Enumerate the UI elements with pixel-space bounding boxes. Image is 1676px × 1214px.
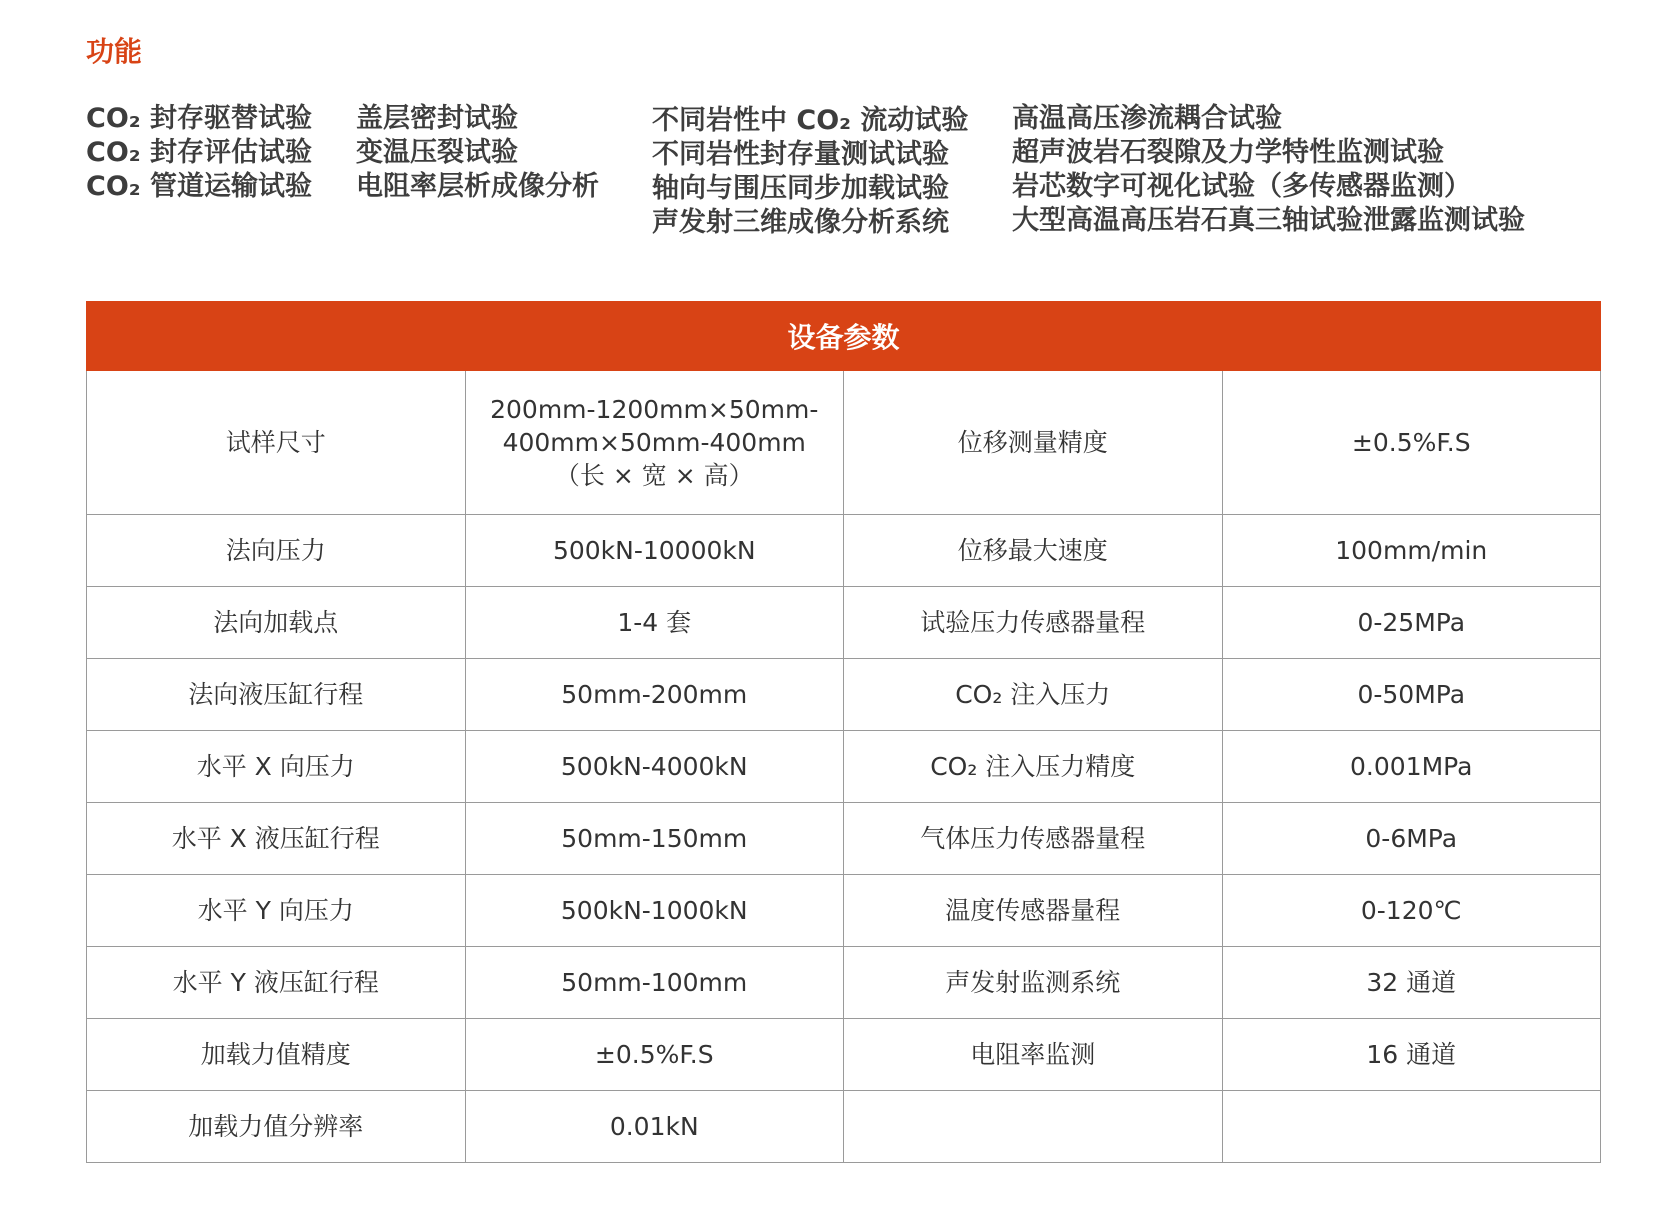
param-value: 50mm-200mm [465,659,844,731]
feature-item: CO₂ 管道运输试验 [86,171,312,202]
feature-item: 声发射三维成像分析系统 [652,207,949,238]
param-name: 温度传感器量程 [844,875,1223,947]
param-value: 100mm/min [1222,515,1601,587]
param-value: 50mm-100mm [465,947,844,1019]
feature-item: 不同岩性封存量测试试验 [652,139,949,170]
param-name: 水平 X 液压缸行程 [87,803,466,875]
feature-item: 盖层密封试验 [356,103,518,134]
params-body [87,371,1601,1163]
feature-item: 高温高压渗流耦合试验 [1012,103,1282,134]
feature-item: 轴向与围压同步加载试验 [652,173,949,204]
param-name: 水平 Y 液压缸行程 [87,947,466,1019]
feature-column [86,102,356,252]
param-value: 32 通道 [1222,947,1601,1019]
param-name: CO₂ 注入压力 [844,659,1223,731]
param-name [844,1091,1223,1163]
table-row [87,803,1601,875]
table-row [87,947,1601,1019]
feature-item: 大型高温高压岩石真三轴试验泄露监测试验 [1012,205,1525,236]
param-value: 200mm-1200mm×50mm- 400mm×50mm-400mm （长 × 宽 × 高） [465,371,844,515]
param-value: 500kN-4000kN [465,731,844,803]
param-value: 0-6MPa [1222,803,1601,875]
param-name: 试样尺寸 [87,371,466,515]
param-name: 法向液压缸行程 [87,659,466,731]
feature-item: 岩芯数字可视化试验（多传感器监测） [1012,171,1471,202]
param-name: 电阻率监测 [844,1019,1223,1091]
feature-item: CO₂ 封存驱替试验 [86,103,312,134]
feature-list [86,102,1606,252]
feature-item: 超声波岩石裂隙及力学特性监测试验 [1012,137,1444,168]
table-row [87,371,1601,515]
param-name: 水平 X 向压力 [87,731,466,803]
feature-column [1012,102,1572,252]
table-row [87,659,1601,731]
param-value: 1-4 套 [465,587,844,659]
param-name: 位移最大速度 [844,515,1223,587]
param-name: CO₂ 注入压力精度 [844,731,1223,803]
param-value [1222,1091,1601,1163]
param-name: 法向压力 [87,515,466,587]
param-value: 0.01kN [465,1091,844,1163]
param-name: 加载力值精度 [87,1019,466,1091]
param-name: 加载力值分辨率 [87,1091,466,1163]
table-row [87,1091,1601,1163]
feature-item: 电阻率层析成像分析 [356,171,599,202]
param-value: 0-50MPa [1222,659,1601,731]
param-value: 500kN-1000kN [465,875,844,947]
feature-column [356,102,652,252]
params-table [86,301,1601,1163]
param-value: ±0.5%F.S [465,1019,844,1091]
param-name: 气体压力传感器量程 [844,803,1223,875]
param-value: 50mm-150mm [465,803,844,875]
param-value: ±0.5%F.S [1222,371,1601,515]
param-name: 试验压力传感器量程 [844,587,1223,659]
param-value: 0-25MPa [1222,587,1601,659]
param-name: 法向加载点 [87,587,466,659]
feature-column [652,102,1012,252]
param-name: 声发射监测系统 [844,947,1223,1019]
table-row [87,731,1601,803]
table-row [87,1019,1601,1091]
feature-item: 不同岩性中 CO₂ 流动试验 [652,105,969,136]
table-row [87,875,1601,947]
param-name: 水平 Y 向压力 [87,875,466,947]
feature-item: CO₂ 封存评估试验 [86,137,312,168]
table-row [87,587,1601,659]
section-title: 功能 [86,35,143,68]
param-value: 0.001MPa [1222,731,1601,803]
table-header-row [87,302,1601,371]
param-value: 500kN-10000kN [465,515,844,587]
table-row [87,515,1601,587]
param-name: 位移测量精度 [844,371,1223,515]
param-value: 0-120℃ [1222,875,1601,947]
feature-item: 变温压裂试验 [356,137,518,168]
table-title: 设备参数 [87,302,1601,371]
param-value: 16 通道 [1222,1019,1601,1091]
